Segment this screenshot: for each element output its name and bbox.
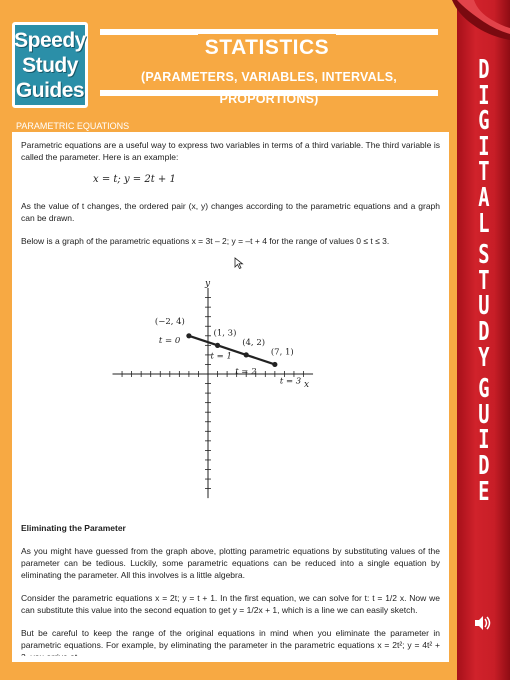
spine-letter: T bbox=[477, 157, 490, 188]
point-parameter-label: t = 0 bbox=[158, 335, 181, 346]
spine-letter: I bbox=[477, 131, 490, 162]
paragraph-range: But be careful to keep the range of the original equations in mind when you eliminate the parameter in parametric equations. For example, by eliminating the parameter in the parametric equations x = 2t²; y = 4t² + bbox=[21, 628, 440, 650]
paragraph-intro: Parametric equations are a useful way to express two variables in terms of a third variable. The third variable is called the parameter. Here is an example: bbox=[21, 140, 440, 162]
spine-letter: U bbox=[477, 399, 490, 430]
logo-line-2: Study bbox=[22, 53, 78, 77]
page-curl bbox=[452, 0, 510, 40]
page-content bbox=[12, 134, 449, 656]
paragraph-eliminating: As you might have guessed from the graph above, plotting parametric equations by substituting values of the parameter can be tedious. Luckily, some parametric equations can be reduced into a single equation by eliminating the parameter. All this involves is a little algebra. bbox=[21, 546, 440, 580]
point-parameter-label: t = 2 bbox=[235, 366, 257, 377]
spine-letter: I bbox=[477, 425, 490, 456]
graph-point bbox=[186, 333, 191, 338]
spine-letter: Y bbox=[477, 342, 490, 373]
x-axis-label: x bbox=[304, 380, 310, 390]
point-parameter-label: t = 1 bbox=[210, 351, 232, 362]
logo-line-1: Speedy bbox=[14, 28, 86, 52]
speedy-study-guides-logo bbox=[12, 22, 88, 108]
point-parameter-label: t = 3 bbox=[279, 376, 302, 387]
spine-letter: L bbox=[477, 208, 490, 239]
spine-title bbox=[457, 55, 510, 507]
bottom-rule bbox=[12, 656, 449, 662]
speaker-book-icon bbox=[473, 613, 493, 633]
paragraph-ordered-pair: As the value of t changes, the ordered pair (x, y) changes according to the parametric equations and a graph can be drawn. bbox=[21, 201, 440, 223]
paragraph-graph-intro: Below is a graph of the parametric equations x = 3t – 2; y = –t + 4 for the range of values 0 ≤ t ≤ 3. bbox=[21, 236, 390, 246]
graph-points bbox=[155, 316, 301, 387]
parametric-graph-area bbox=[21, 258, 440, 522]
subheading-eliminating: Eliminating the Parameter bbox=[21, 523, 126, 533]
point-coordinate-label: (1, 3) bbox=[213, 328, 237, 339]
spine-letter: A bbox=[477, 182, 490, 213]
graph-point bbox=[215, 343, 220, 348]
cursor-icon bbox=[235, 258, 243, 269]
spine-letter: I bbox=[477, 80, 490, 111]
graph-point bbox=[272, 362, 277, 367]
parametric-graph bbox=[91, 256, 321, 518]
axis-ticks bbox=[122, 298, 303, 489]
spine-letter: D bbox=[477, 450, 490, 481]
point-coordinate-label: (7, 1) bbox=[270, 347, 294, 358]
spine-letter: U bbox=[477, 291, 490, 322]
section-label: PARAMETRIC EQUATIONS bbox=[12, 119, 132, 133]
page-title: STATISTICS bbox=[198, 34, 336, 62]
spine-letter: D bbox=[477, 316, 490, 347]
paragraph-example: Consider the parametric equations x = 2t; y = t + 1. In the first equation, we can solve for t: t = 1/2 x. Now we can substitute this value into the second equation to get y = 1/2x + 1, which is a line we can easily sketch. bbox=[21, 593, 440, 615]
page-subtitle: (PARAMETERS, VARIABLES, INTERVALS, PROPORTIONS) bbox=[141, 70, 397, 106]
example-equation: x = t; y = 2t + 1 bbox=[93, 174, 176, 185]
spine-letter: D bbox=[477, 55, 490, 85]
point-coordinate-label: (4, 2) bbox=[242, 337, 266, 348]
graph-point bbox=[244, 352, 249, 357]
spine-letter: G bbox=[477, 374, 490, 405]
spine-letter: T bbox=[477, 265, 490, 296]
spine-letter: G bbox=[477, 106, 490, 137]
logo-line-3: Guides bbox=[15, 78, 85, 102]
y-axis-label: y bbox=[205, 279, 211, 290]
spine-letter: E bbox=[477, 476, 490, 507]
point-coordinate-label: (−2, 4) bbox=[154, 316, 185, 327]
spine-letter: S bbox=[477, 240, 490, 271]
